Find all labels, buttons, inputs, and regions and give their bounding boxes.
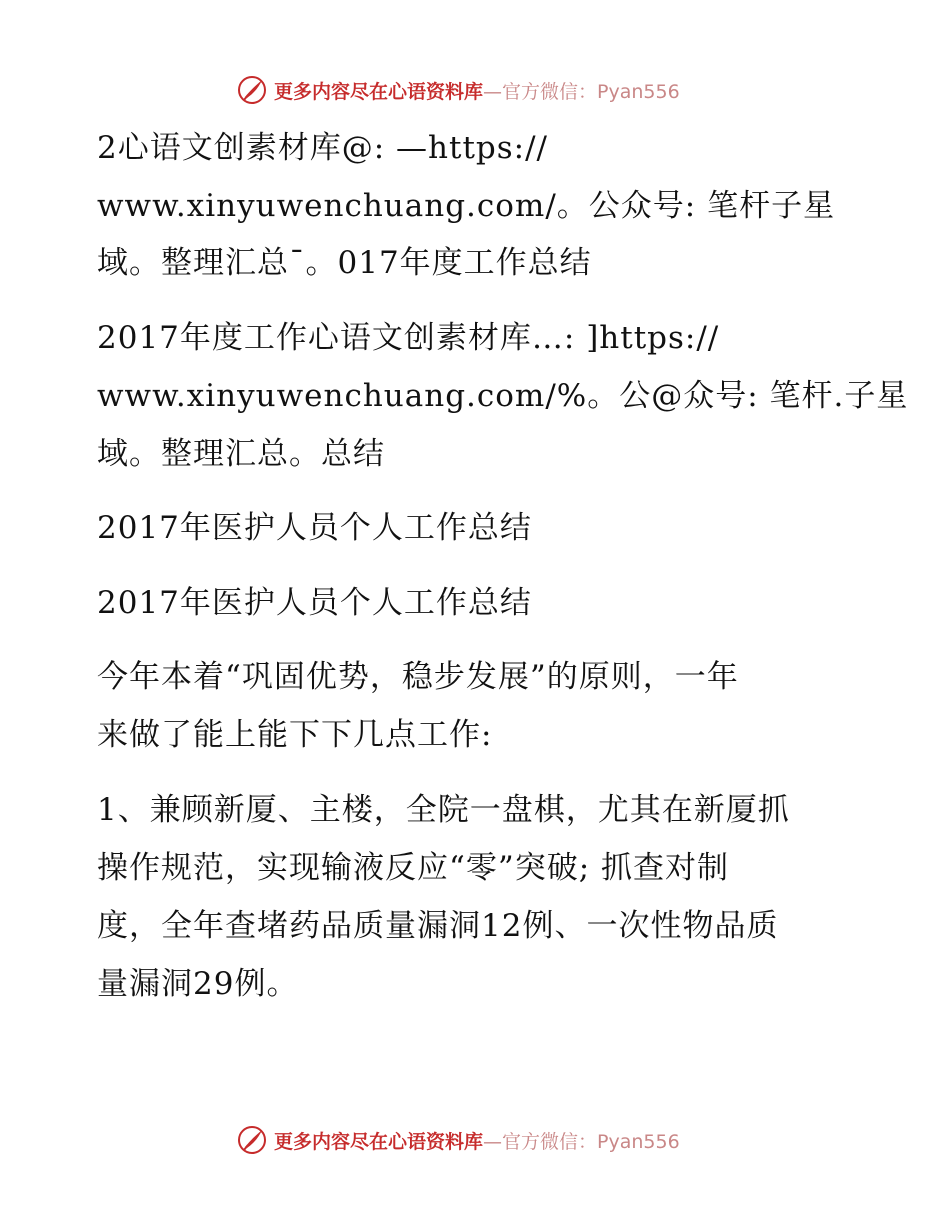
banner-wechat-text: —官方微信：Pyan556 (483, 80, 680, 103)
text-line: 域。整理汇总。总结 (97, 436, 385, 472)
text-line: 2心语文创素材库@: —https:// (97, 130, 548, 166)
text-line: 1、兼顾新厦、主楼，全院一盘棋，尤其在新厦抓 (97, 792, 790, 828)
text-line: 域。整理汇总¯。017年度工作总结 (97, 245, 592, 281)
quill-logo-icon (236, 1124, 268, 1156)
text-line: 2017年医护人员个人工作总结 (97, 510, 532, 546)
text-line: 2017年度工作心语文创素材库…: ]https:// (97, 320, 720, 356)
quill-logo-icon (236, 74, 268, 106)
banner-library-text: 更多内容尽在心语资料库 (274, 1130, 484, 1153)
text-line: 2017年医护人员个人工作总结 (97, 585, 532, 621)
text-line: 今年本着“巩固优势，稳步发展”的原则，一年 (97, 659, 739, 695)
text-line: 来做了能上能下下几点工作: (97, 717, 493, 753)
banner-library-text: 更多内容尽在心语资料库 (274, 80, 484, 103)
text-line: 度，全年查堵药品质量漏洞12例、一次性物品质 (97, 908, 779, 944)
footer-banner (236, 1123, 680, 1157)
text-line: www.xinyuwenchuang.com/%。公@众号: 笔杆.子星 (97, 378, 909, 414)
text-line: www.xinyuwenchuang.com/。公众号: 笔杆子星 (97, 188, 836, 224)
banner-wechat-text: —官方微信：Pyan556 (483, 1130, 680, 1153)
text-line: 操作规范，实现输液反应“零”突破; 抓查对制 (97, 850, 729, 886)
header-banner (236, 73, 680, 107)
text-line: 量漏洞29例。 (97, 966, 299, 1002)
